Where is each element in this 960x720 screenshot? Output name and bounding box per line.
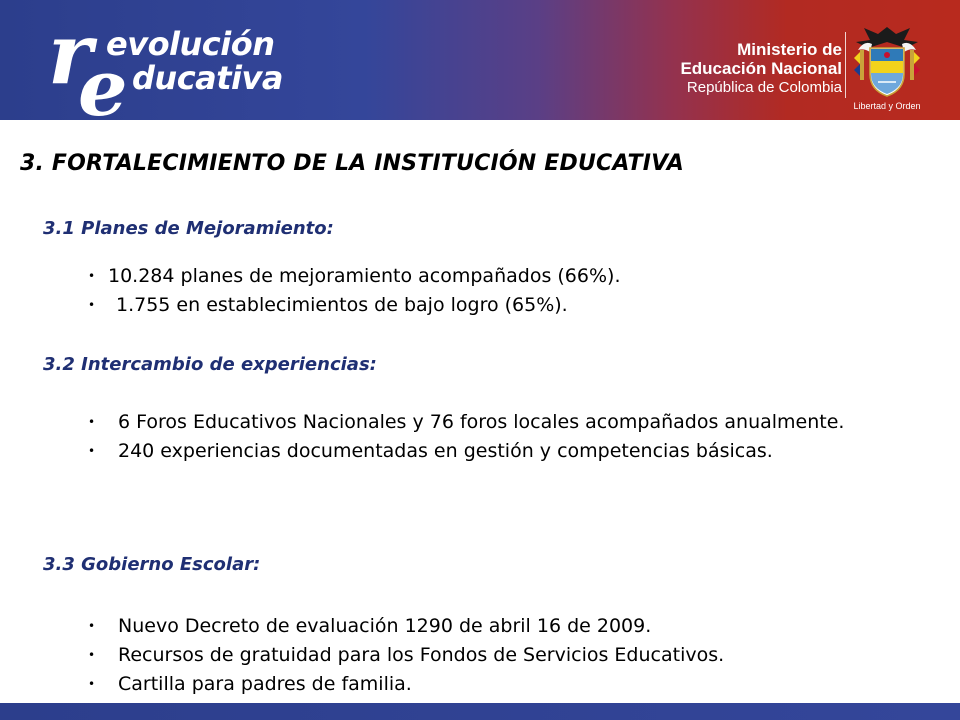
list-item: [88, 291, 908, 320]
bullet-dot-icon: •: [88, 298, 96, 312]
list-item-text: Cartilla para padres de familia.: [118, 673, 412, 695]
bullet-dot-icon: •: [88, 415, 96, 429]
list-item-text: 1.755 en establecimientos de bajo logro (65%).: [116, 294, 568, 316]
bullet-dot-icon: •: [88, 444, 96, 458]
list-item: [88, 437, 928, 466]
crest-motto: Libertad y Orden: [853, 101, 921, 111]
logo-word-1: evolución: [106, 25, 275, 63]
list-item-text: 240 experiencias documentadas en gestión y competencias básicas.: [118, 440, 773, 462]
section-heading-planes: 3.1 Planes de Mejoramiento:: [43, 218, 334, 239]
list-item-text: 10.284 planes de mejoramiento acompañados (66%).: [108, 265, 621, 287]
list-item-text: Recursos de gratuidad para los Fondos de Servicios Educativos.: [118, 644, 725, 666]
revolucion-educativa-logo: [48, 4, 288, 134]
ministry-line-2: Educación Nacional: [680, 59, 842, 78]
ministry-line-3: República de Colombia: [686, 79, 842, 96]
list-item: [88, 408, 928, 437]
section-heading-intercambio: 3.2 Intercambio de experiencias:: [43, 354, 377, 375]
bullet-dot-icon: •: [88, 269, 96, 283]
ministry-line-1: Ministerio de: [737, 40, 842, 59]
bullet-list-gobierno: [88, 612, 928, 699]
bullet-list-planes: [88, 262, 908, 320]
footer-bar: [0, 703, 960, 720]
logo-letter-r: r: [48, 4, 93, 103]
coat-of-arms: [852, 24, 922, 116]
list-item-text: 6 Foros Educativos Nacionales y 76 foros locales acompañados anualmente.: [118, 411, 845, 433]
page-title: 3. FORTALECIMIENTO DE LA INSTITUCIÓN EDUCATIVA: [20, 151, 685, 176]
logo-word-2: ducativa: [132, 59, 283, 97]
header-banner: [0, 0, 960, 134]
bullet-list-intercambio: [88, 408, 928, 466]
logo-letter-e: e: [78, 43, 128, 134]
bullet-dot-icon: •: [88, 648, 96, 662]
list-item-text: Nuevo Decreto de evaluación 1290 de abril 16 de 2009.: [118, 615, 652, 637]
list-item: [88, 641, 928, 670]
ministry-name: [680, 40, 842, 97]
header-divider: [845, 32, 846, 98]
bullet-dot-icon: •: [88, 619, 96, 633]
list-item: [88, 612, 928, 641]
list-item: [88, 670, 928, 699]
colombia-coat-of-arms-icon: [852, 24, 922, 100]
section-heading-gobierno: 3.3 Gobierno Escolar:: [43, 554, 261, 575]
bullet-dot-icon: •: [88, 677, 96, 691]
list-item: [88, 262, 908, 291]
